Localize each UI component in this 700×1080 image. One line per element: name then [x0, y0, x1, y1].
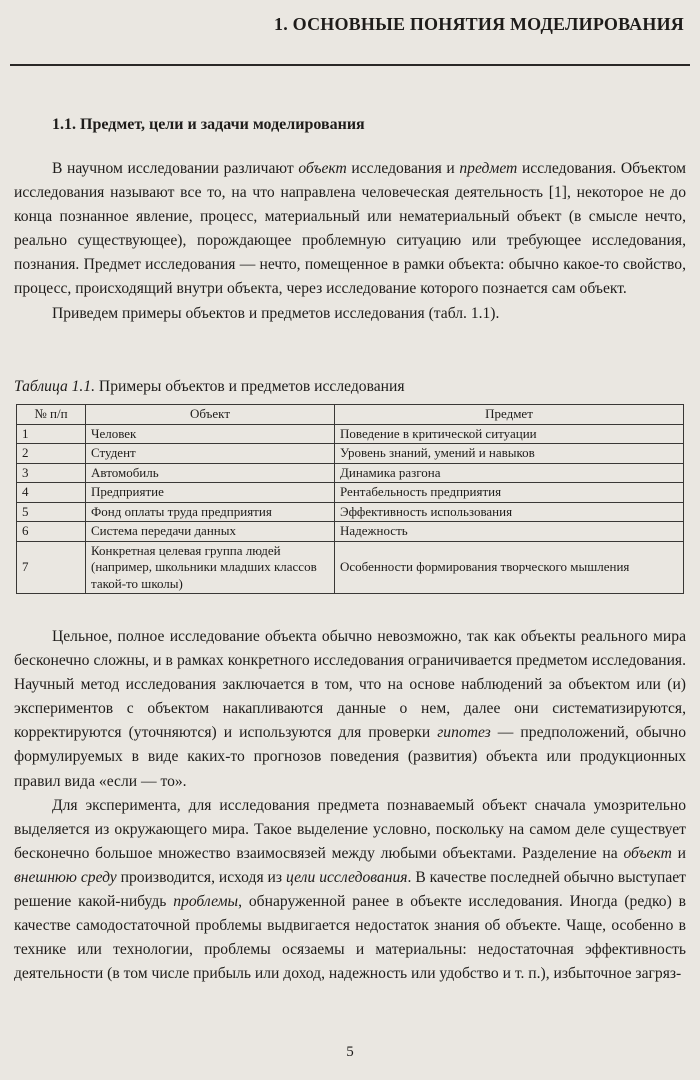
running-header: 1. ОСНОВНЫЕ ПОНЯТИЯ МОДЕЛИРОВАНИЯ	[274, 14, 684, 34]
text-run: — предположений, обычно формулируемых в виде каких-то прогнозов поведения (развития) объекта или продукционных правил вида «если — то».	[14, 724, 686, 790]
paragraph-4	[14, 794, 686, 987]
main-text	[14, 625, 686, 986]
table-cell: 1	[17, 424, 86, 444]
text-run: , обнаруженной ранее в объекте исследования. Иногда (редко) в качестве самодостаточной проблемы выдвигается недостаток знания об объекте. Чаще, особенно в технике или технологии, проблемы осязаемы и материальны: недостаточная эффективность деятельности (в том числе прибыль или доход, надежность или удобство и т. п.), избыточное загряз-	[14, 893, 686, 983]
table-cell: Поведение в критической ситуации	[335, 424, 684, 444]
paragraph-1	[14, 157, 686, 302]
text-run: . В качестве последней обычно выступает решение какой-нибудь	[14, 868, 686, 911]
table-cell: Студент	[86, 444, 335, 464]
text-run: Цельное, полное исследование объекта обычно невозможно, так как объекты реального мира бесконечно сложны, и в рамках конкретного исследования ограничивается предметом исследования. Научный метод исследования заключается в том, что на основе наблюдений за объектом или (и) экспериментов с объектом накапливаются данные о нем, далее они систематизируются, корректируются (уточняются) и используются для проверки	[14, 628, 686, 742]
italic-term: проблемы	[173, 893, 239, 911]
table-cell: Уровень знаний, умений и навыков	[335, 444, 684, 464]
column-header: № п/п	[17, 405, 86, 425]
table-cell: Особенности формирования творческого мышления	[335, 541, 684, 594]
table-cell: Рентабельность предприятия	[335, 483, 684, 503]
intro-text	[14, 157, 686, 326]
table-cell: 4	[17, 483, 86, 503]
table-cell: 6	[17, 522, 86, 542]
table-cell: Человек	[86, 424, 335, 444]
text-run: производится, исходя из	[116, 868, 286, 886]
table-cell: Динамика разгона	[335, 463, 684, 483]
italic-term: цели исследования	[285, 868, 408, 886]
table-cell: Конкретная целевая группа людей (например, школьники младших классов такой-то школы)	[86, 541, 335, 594]
table-cell: Надежность	[335, 522, 684, 542]
examples-table	[16, 404, 684, 594]
section-title: 1.1. Предмет, цели и задачи моделирования	[52, 116, 365, 133]
table-cell: Эффективность использования	[335, 502, 684, 522]
table-row	[17, 502, 684, 522]
italic-term: объект	[623, 844, 672, 862]
table-cell: 5	[17, 502, 86, 522]
text-run: исследования и	[346, 160, 460, 177]
table-row	[17, 444, 684, 464]
text-run: исследования. Объектом исследования называют все то, на что направлена человеческая деятельность [1], некоторое не до конца познанное явление, процесс, материальный или нематериальный объект (в смысле нечто, реально существующее), порождающее проблемную ситуацию или требующее исследования, познания. Предмет исследования — нечто, помещенное в рамки объекта: обычно какое-то свойство, процесс, происходящий внутри объекта, через исследование которого познается сам объект.	[14, 160, 686, 298]
table-caption	[14, 378, 405, 396]
column-header: Объект	[86, 405, 335, 425]
page-number: 5	[346, 1044, 354, 1060]
table-caption-number: Таблица 1.1.	[14, 378, 96, 395]
italic-term: внешнюю среду	[14, 868, 117, 886]
text-run: Для эксперимента, для исследования предмета познаваемый объект сначала умозрительно выделяется из окружающего мира. Такое выделение условно, поскольку на самом деле существует бесконечно большое множество взаимосвязей между любыми объектами. Разделение на	[14, 796, 686, 862]
table-cell: Предприятие	[86, 483, 335, 503]
header-rule	[10, 64, 690, 66]
table-cell: 7	[17, 541, 86, 594]
paragraph-3	[14, 625, 686, 794]
table-row	[17, 463, 684, 483]
table-row	[17, 424, 684, 444]
table-cell: Фонд оплаты труда предприятия	[86, 502, 335, 522]
table-row	[17, 522, 684, 542]
italic-term: предмет	[459, 160, 518, 177]
table-cell: Автомобиль	[86, 463, 335, 483]
table-caption-text: Примеры объектов и предметов исследования	[95, 378, 405, 395]
text-run: и	[671, 844, 687, 862]
table-cell: Система передачи данных	[86, 522, 335, 542]
table-cell: 3	[17, 463, 86, 483]
table-cell: 2	[17, 444, 86, 464]
table-header-row	[17, 405, 684, 425]
italic-term: гипотез	[437, 724, 491, 742]
table-row	[17, 483, 684, 503]
italic-term: объект	[298, 160, 347, 177]
table-row	[17, 541, 684, 594]
paragraph-2: Приведем примеры объектов и предметов исследования (табл. 1.1).	[52, 304, 500, 322]
column-header: Предмет	[335, 405, 684, 425]
text-run: В научном исследовании различают	[52, 160, 299, 177]
